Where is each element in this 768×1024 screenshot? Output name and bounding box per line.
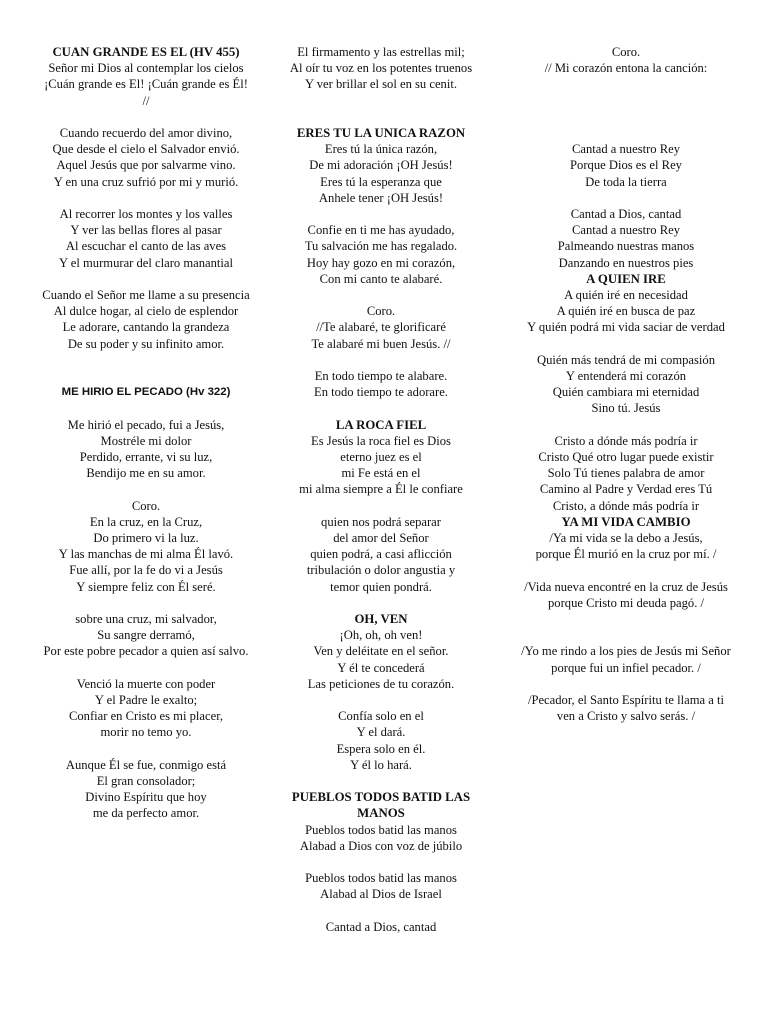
lyric-line: Al oír tu voz en los potentes truenos [289,61,473,76]
verse-block [520,141,732,190]
spacer [276,352,486,368]
verse-block [276,44,486,93]
song-section [520,514,732,563]
spacer [276,93,486,109]
lyric-line: Tu salvación me has regalado. [304,239,458,254]
lyric-line: De mi adoración ¡OH Jesús! [309,158,453,173]
lyric-line: quien nos podrá separar [321,514,441,529]
lyric-line: Pueblos todos batid las manos [305,871,457,886]
spacer [276,903,486,919]
lyric-line: Confía solo en el [338,709,424,724]
lyric-line: Coro. [611,45,641,59]
verse-block [276,919,486,935]
spacer [276,206,486,222]
lyric-line: eterno juez es el [340,449,422,464]
lyric-line: porque Cristo mi deuda pagó. / [548,595,704,610]
lyric-line: Te alabaré mi buen Jesús. // [311,336,451,351]
lyric-line: Alabad al Dios de Israel [320,887,442,902]
lyric-line: porque Él murió en la cruz por mí. / [535,547,717,562]
spacer [520,93,732,109]
lyric-line: Venció la muerte con poder [76,676,216,691]
lyric-line: mi alma siempre a Él le confiare [299,482,463,497]
verse-block [276,870,486,902]
spacer [40,271,252,287]
lyric-line: Camino al Padre y Verdad eres Tú [539,482,713,497]
lyric-line: Señor mi Dios al contemplar los cielos [48,61,244,76]
lyric-line: A quién iré en necesidad [564,287,688,302]
lyrics-column-1 [40,44,252,822]
lyric-line: Y las manchas de mi alma Él lavó. [58,547,234,562]
lyric-line: Quién más tendrá de mi compasión [536,352,716,367]
verse-block [40,676,252,741]
lyric-line: Cantad a Dios, cantad [570,206,682,221]
lyric-line: Mostréle mi dolor [100,433,192,448]
lyric-line: Solo Tú tienes palabra de amor [547,466,705,481]
lyric-line: /Yo me rindo a los pies de Jesús mi Señor [521,644,731,659]
spacer [276,773,486,789]
lyric-line: Es Jesús la roca fiel es Dios [311,433,451,448]
lyric-line: Cristo, a dónde más podría ir [552,498,700,513]
song-title: ME HIRIO EL PECADO (Hv 322) [61,386,231,399]
lyric-line: // Mi corazón entona la canción: [544,61,708,76]
lyric-line: Y ver brillar el sol en su cenit. [304,77,457,92]
lyric-line: Do primero vi la luz. [93,530,199,545]
lyric-line: Y en una cruz sufrió por mi y murió. [53,174,239,189]
verse-block [276,222,486,287]
song-section [276,789,486,854]
lyric-line: Le adorare, cantando la grandeza [62,320,230,335]
song-section [276,125,486,206]
lyric-line: tribulación o dolor angustia y [306,563,456,578]
lyric-line: El firmamento y las estrellas mil; [297,45,465,59]
spacer [276,109,486,125]
lyric-line: sobre una cruz, mi salvador, [75,611,217,626]
lyric-line: Cristo Qué otro lugar puede existir [538,449,714,464]
lyric-line: Divino Espíritu que hoy [85,790,207,805]
lyric-line: Con mi canto te alabaré. [319,271,443,286]
spacer [520,611,732,627]
verse-block [40,206,252,271]
spacer [520,109,732,125]
verse-block [40,611,252,660]
lyric-line: Espera solo en él. [336,741,426,756]
lyric-line: morir no temo yo. [100,725,192,740]
lyric-line: Y ver las bellas flores al pasar [70,223,222,238]
lyric-line: Cuando el Señor me llame a su presencia [42,288,250,302]
spacer [276,854,486,870]
verse-block [520,433,732,514]
spacer [520,125,732,141]
lyric-line: Y él te concederá [337,660,425,675]
spacer [40,368,252,384]
verse-block [520,44,732,76]
verse-block [40,287,252,352]
spacer [40,595,252,611]
lyric-line: Bendijo me en su amor. [86,466,206,481]
spacer [276,595,486,611]
spacer [520,417,732,433]
lyrics-column-3 [520,44,732,724]
lyric-line: Palmeando nuestras manos [557,239,695,254]
spacer [520,627,732,643]
lyric-line: Las peticiones de tu corazón. [307,676,455,691]
lyric-line: Y siempre feliz con Él seré. [76,579,216,594]
lyric-line: Al recorrer los montes y los valles [59,207,233,221]
song-section [276,417,486,498]
lyric-line: Cantad a nuestro Rey [571,223,681,238]
lyric-line: quien podrá, a casi aflicción [310,547,452,562]
verse-block [276,708,486,773]
lyric-line: Pueblos todos batid las manos [305,822,457,837]
lyric-line: Que desde el cielo el Salvador envió. [52,142,240,157]
song-title: YA MI VIDA CAMBIO [561,514,691,529]
lyric-line: temor quien pondrá. [330,579,432,594]
spacer [40,481,252,497]
lyric-line: /Pecador, el Santo Espíritu te llama a ti [527,692,725,707]
lyric-line: Sino tú. Jesús [591,401,661,416]
lyric-line: Y quién podrá mi vida saciar de verdad [527,320,725,335]
song-title: OH, VEN [354,611,408,626]
song-title: CUAN GRANDE ES EL (HV 455) [52,45,240,59]
lyric-line: Perdido, errante, vi su luz, [79,449,213,464]
lyric-line: Quién cambiara mi eternidad [552,385,700,400]
lyric-line: //Te alabaré, te glorificaré [316,320,446,335]
lyric-line: ven a Cristo y salvo serás. / [556,709,696,724]
verse-block [520,352,732,417]
verse-block [520,692,732,724]
verse-block [40,125,252,190]
lyric-line: Hoy hay gozo en mi corazón, [306,255,456,270]
verse-block [276,303,486,352]
lyric-line: Confiar en Cristo es mi placer, [68,709,224,724]
lyric-line: De su poder y su infinito amor. [67,336,225,351]
lyric-line: mi Fe está en el [341,466,421,481]
verse-block [276,514,486,595]
lyric-line: Alabad a Dios con voz de júbilo [299,838,463,853]
lyric-line: Al dulce hogar, al cielo de esplendor [53,304,239,319]
lyric-line: Danzando en nuestros pies [558,255,694,270]
verse-block [520,643,732,675]
verse-block [40,757,252,822]
song-section [40,384,252,481]
lyric-line: Coro. [131,498,161,513]
spacer [40,352,252,368]
spacer [276,692,486,708]
lyric-line: Porque Dios es el Rey [570,158,682,173]
spacer [520,76,732,92]
spacer [40,400,252,416]
lyric-line: Y entenderá mi corazón [565,368,687,383]
spacer [40,109,252,125]
lyric-line: me da perfecto amor. [92,806,200,821]
song-title: A QUIEN IRE [586,271,666,286]
spacer [276,400,486,416]
lyric-line: Cantad a nuestro Rey [571,142,681,157]
verse-block [40,498,252,595]
lyric-line: Eres tú la única razón, [324,142,438,157]
verse-block [520,579,732,611]
spacer [520,676,732,692]
spacer [276,498,486,514]
song-title: LA ROCA FIEL [335,417,427,432]
spacer [520,562,732,578]
lyric-line: De toda la tierra [585,174,667,189]
lyric-line: En todo tiempo te adorare. [314,385,448,400]
lyric-line: En todo tiempo te alabare. [314,368,448,383]
spacer [40,190,252,206]
lyric-line: ¡Oh, oh, oh ven! [339,628,423,643]
lyric-line: Y el murmurar del claro manantial [58,255,234,270]
lyric-line: Confie en ti me has ayudado, [307,223,455,238]
song-title: PUEBLOS TODOS BATID LAS MANOS [291,790,471,821]
lyrics-column-2 [276,44,486,935]
lyric-line: Por este pobre pecador a quien así salvo. [43,644,249,659]
song-section [520,271,732,336]
song-section [276,611,486,692]
verse-block [276,368,486,400]
spacer [40,660,252,676]
lyric-line: Cantad a Dios, cantad [325,919,437,934]
lyric-line: porque fui un infiel pecador. / [551,660,701,675]
lyric-line: del amor del Señor [333,530,429,545]
lyric-line: Eres tú la esperanza que [320,174,442,189]
lyric-line: Cuando recuerdo del amor divino, [59,126,233,140]
spacer [520,336,732,352]
spacer [520,190,732,206]
lyric-line: El gran consolador; [96,773,196,788]
lyric-line: Ven y deléitate en el señor. [313,644,449,659]
lyric-line: A quién iré en busca de paz [556,304,696,319]
lyric-line: Y el dará. [356,725,406,740]
lyric-line: En la cruz, en la Cruz, [89,514,203,529]
spacer [276,287,486,303]
lyric-line: Su sangre derramó, [97,628,195,643]
lyric-line: Anhele tener ¡OH Jesús! [318,190,444,205]
song-section [40,44,252,109]
lyric-line: Aunque Él se fue, conmigo está [65,757,227,772]
lyric-line: Me hirió el pecado, fui a Jesús, [67,417,225,432]
lyric-line: /Vida nueva encontré en la cruz de Jesús [524,579,728,594]
lyric-line: Fue allí, por la fe do vi a Jesús [69,563,223,578]
lyric-line: ¡Cuán grande es El! ¡Cuán grande es Él! // [44,77,248,108]
lyric-line: Y él lo hará. [350,757,412,772]
lyric-line: Y el Padre le exalto; [94,692,198,707]
lyric-line: /Ya mi vida se la debo a Jesús, [549,530,703,545]
spacer [40,741,252,757]
verse-block [520,206,732,271]
lyric-line: Aquel Jesús que por salvarme vino. [56,158,236,173]
lyric-line: Coro. [366,304,396,319]
song-title: ERES TU LA UNICA RAZON [296,125,466,140]
lyric-line: Cristo a dónde más podría ir [554,433,698,448]
lyric-line: Al escuchar el canto de las aves [65,239,227,254]
